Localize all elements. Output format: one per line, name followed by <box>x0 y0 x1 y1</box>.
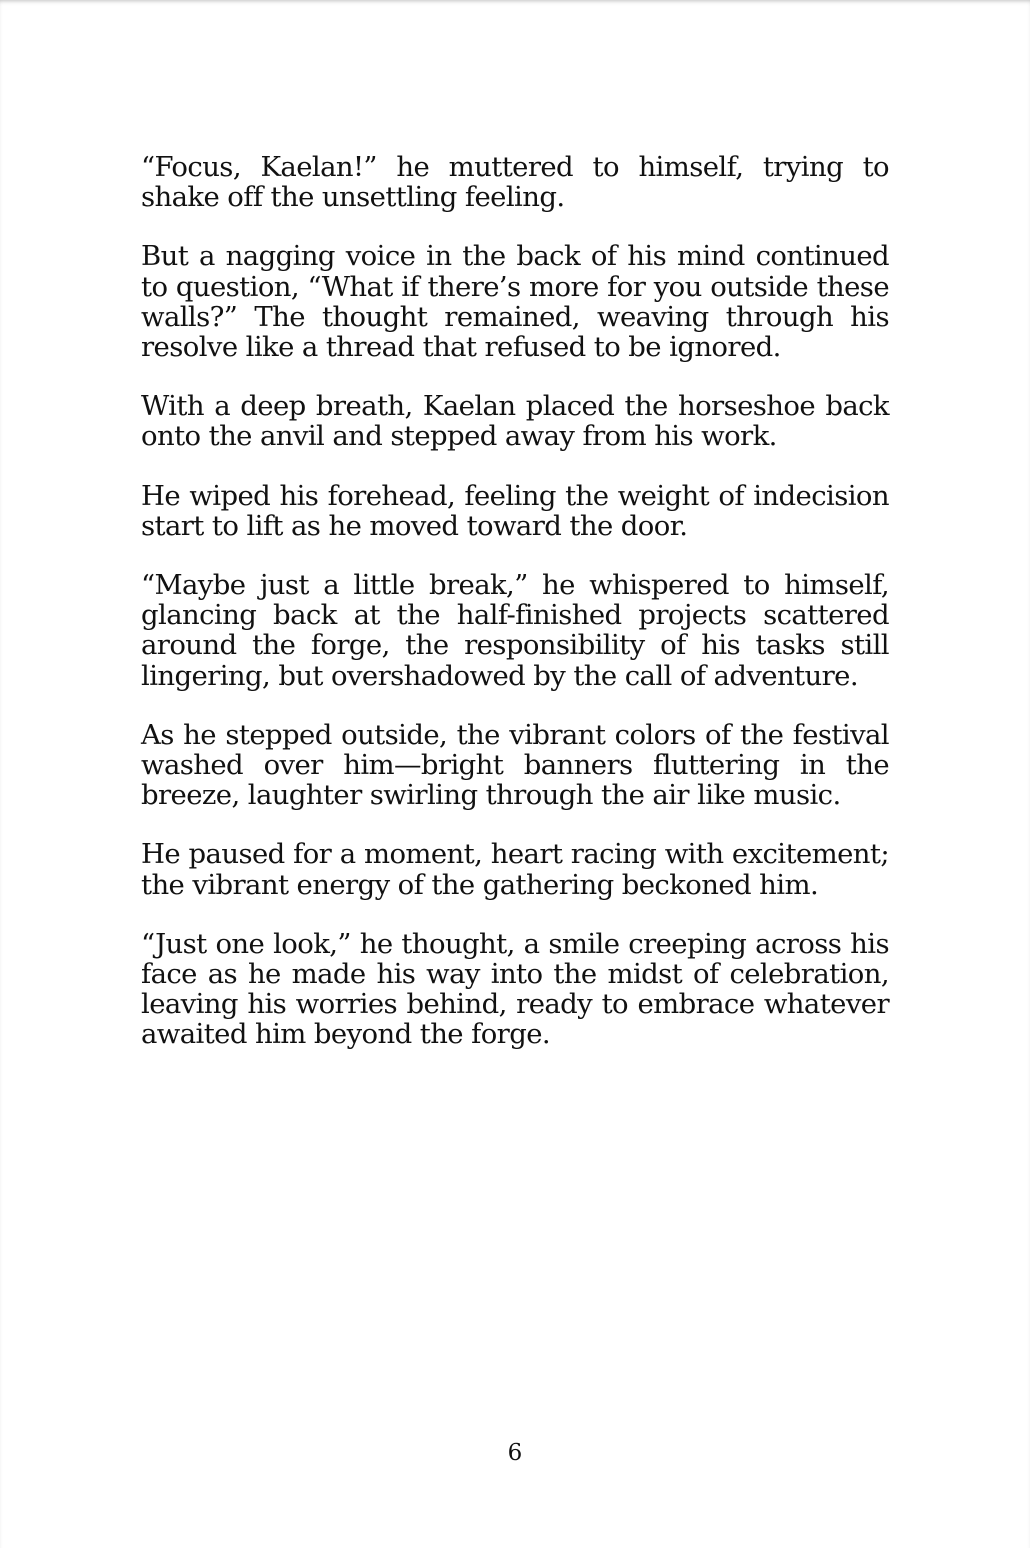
paragraph-1: “Focus, Kaelan!” he muttered to himself, trying to shake off the unsettling feeling. <box>141 151 889 214</box>
paragraph-6: As he stepped outside, the vibrant colors of the festival washed over him—bright banners fluttering in the breeze, laughter swirling through the air like music. <box>141 718 889 812</box>
paragraph-3: With a deep breath, Kaelan placed the horseshoe back onto the anvil and stepped away from his work. <box>141 390 889 453</box>
body-text <box>141 152 889 1079</box>
paragraph-2: But a nagging voice in the back of his mind continued to question, “What if there’s more for you outside these walls?” The thought remained, weaving through his resolve like a thread that refused to be ignored. <box>141 240 889 364</box>
paragraph-5: “Maybe just a little break,” he whispered to himself, glancing back at the half-finished projects scattered around the forge, the responsibility of his tasks still lingering, but overshadowed by the call of adventure. <box>141 569 889 692</box>
page-number: 6 <box>507 1440 523 1466</box>
paragraph-4: He wiped his forehead, feeling the weight of indecision start to lift as he moved toward the door. <box>141 479 889 542</box>
paragraph-8: “Just one look,” he thought, a smile creeping across his face as he made his way into the midst of celebration, leaving his worries behind, ready to embrace whatever awaited him beyond the forge. <box>141 927 889 1051</box>
paragraph-7: He paused for a moment, heart racing with excitement; the vibrant energy of the gathering beckoned him. <box>141 838 889 901</box>
